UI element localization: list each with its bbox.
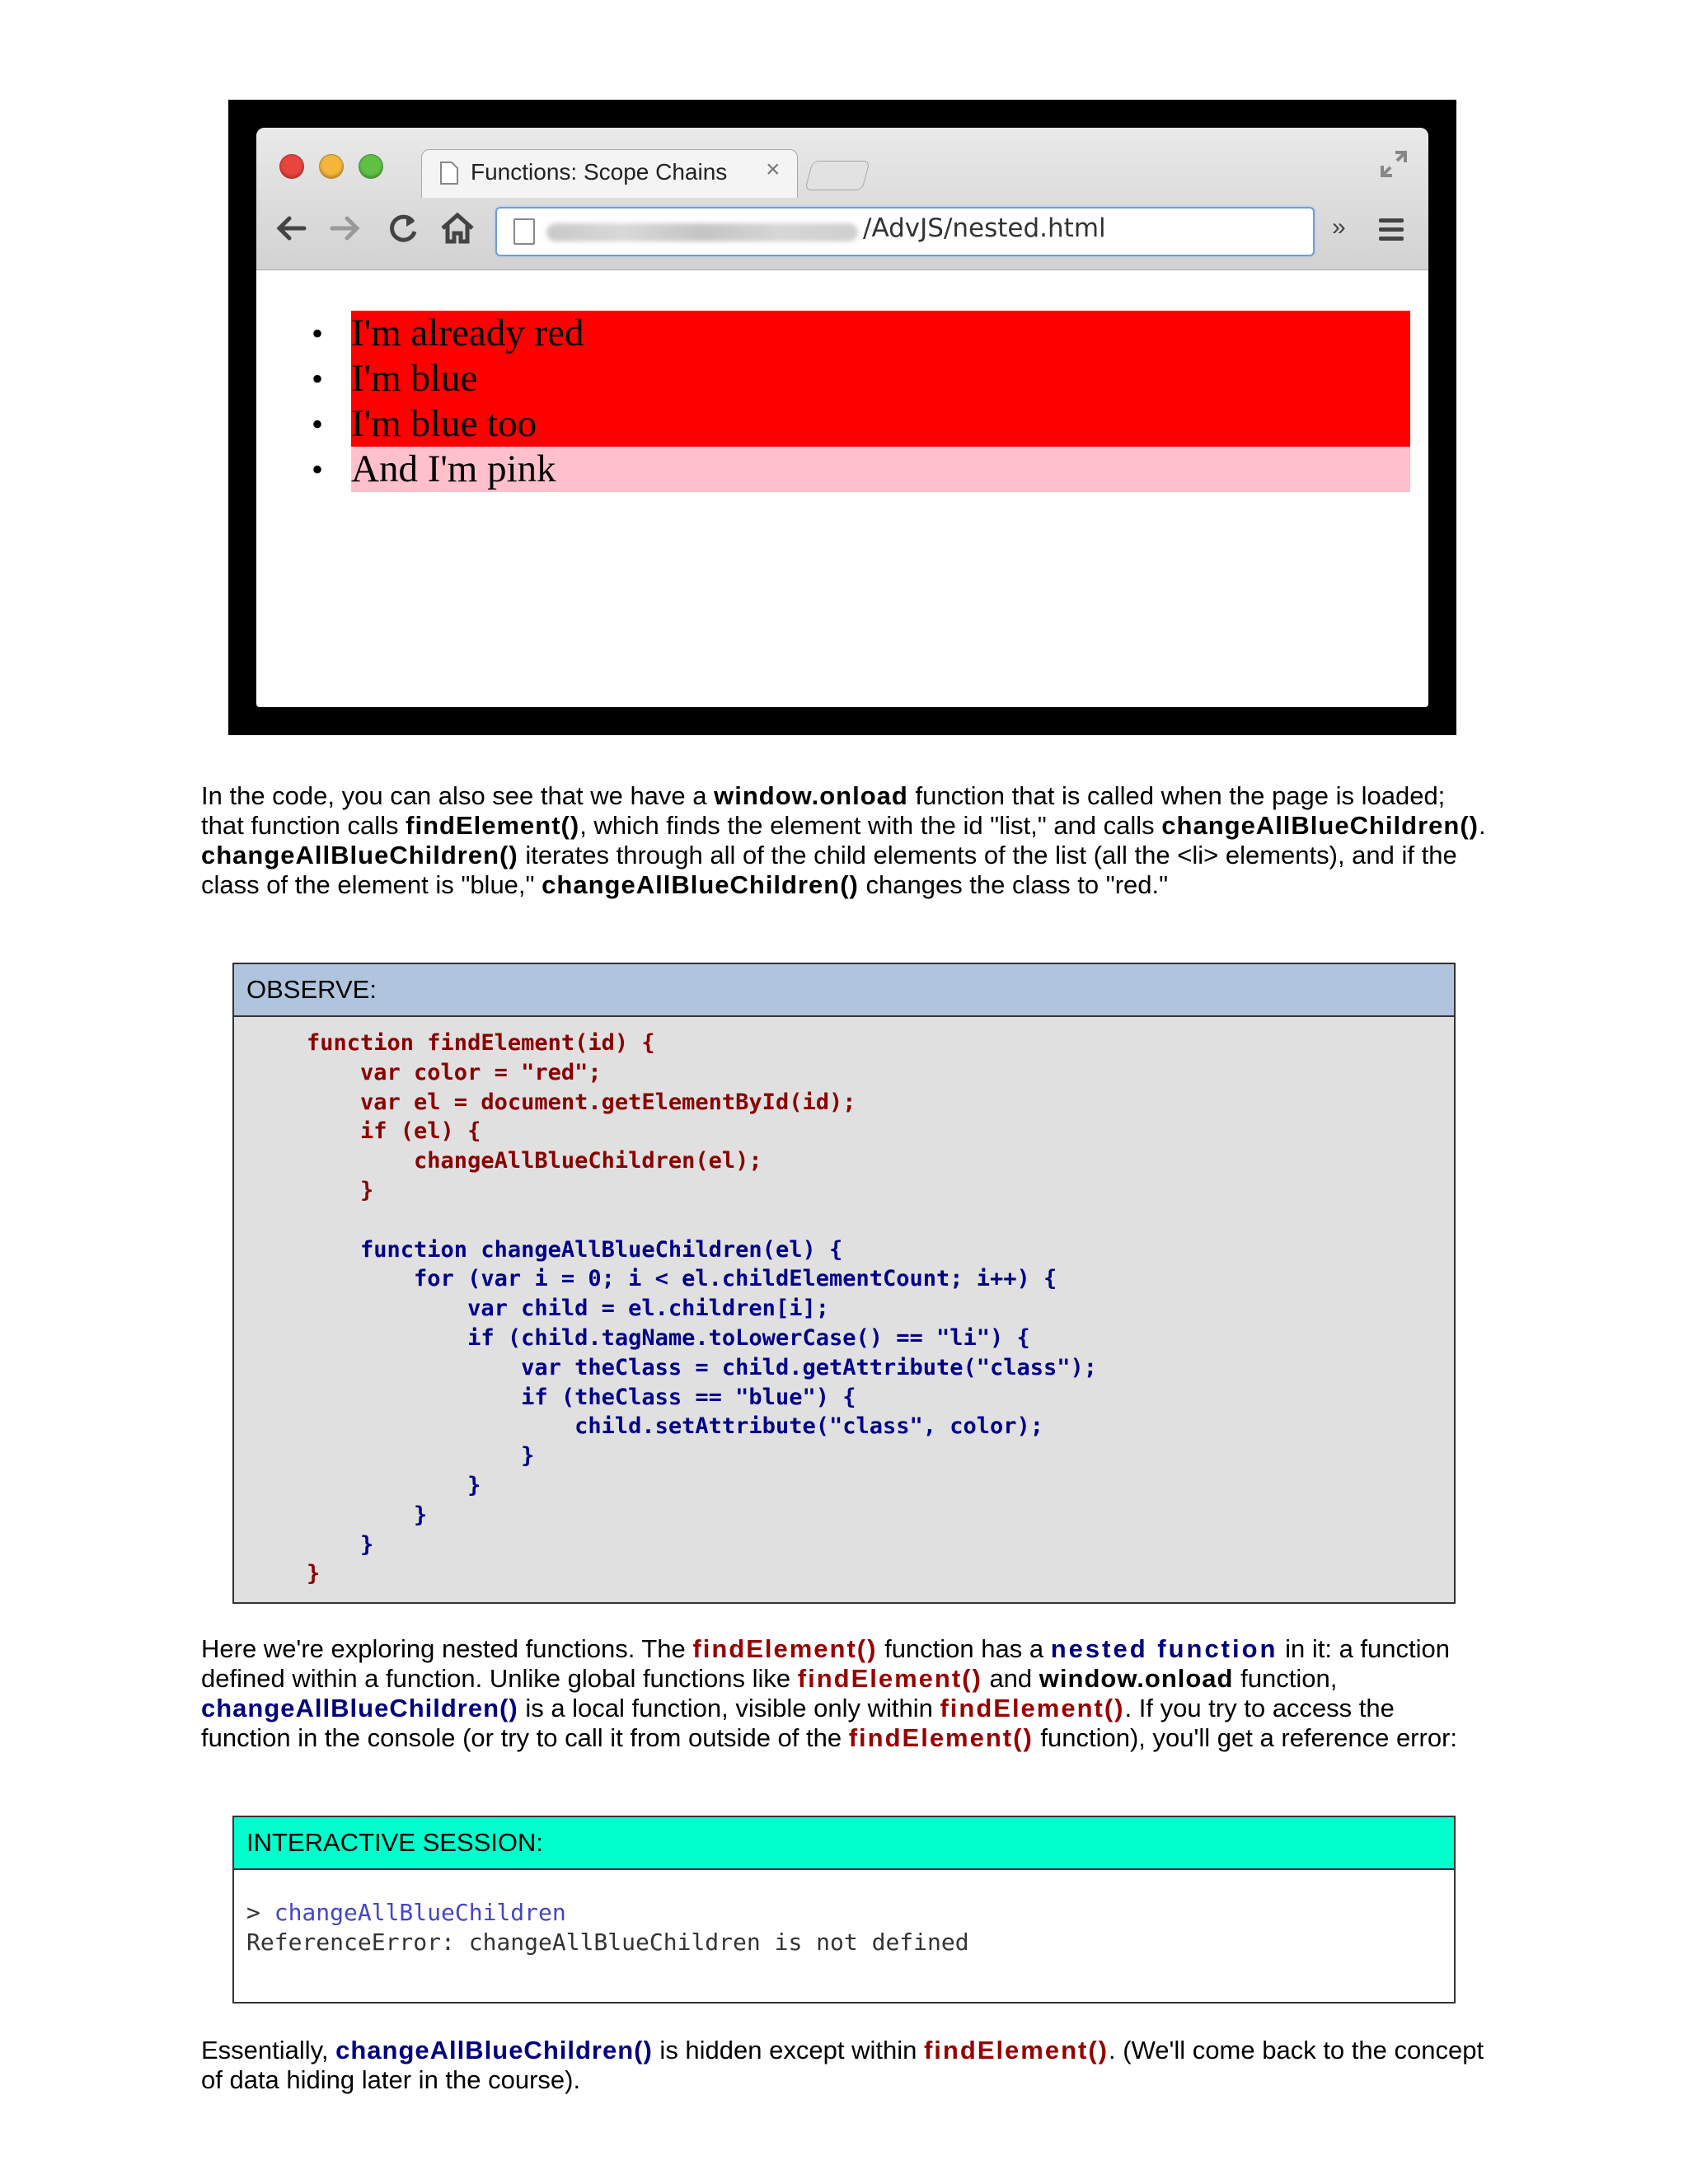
browser-toolbar: [256, 128, 1428, 270]
tab-title: Functions: Scope Chains: [471, 159, 728, 185]
code-nested-function: function changeAllBlueChildren(el) { for (var i = 0; i < el.childElementCount; i++) { var child = el.children[i]; if (child.tagName.toLowerCase() == "li") { var theClass = child.getAttribute("class"); if (theClass == "blue") { child.setAttribute("class", color); } } } }: [360, 1236, 1098, 1558]
zoom-window-button[interactable]: [359, 154, 383, 179]
list-item-text: I'm blue: [351, 357, 478, 400]
term: nested function: [1050, 1634, 1278, 1663]
list-item-text: I'm blue too: [351, 402, 537, 445]
home-icon[interactable]: [439, 210, 476, 246]
code-outer-function: function findElement(id) { var color = "red"; var el = document.getElementById(id); if (el) { changeAllBlueChildren(el); }: [307, 1030, 856, 1203]
page-icon: [439, 161, 459, 185]
inline-code: findElement(): [692, 1634, 878, 1663]
text: iterates through all of the child elements of the list (all the <li> elements), and if the class of the element is "blue,": [201, 841, 1457, 899]
text: .: [1478, 811, 1486, 840]
text: . (We'll come back to the concept of data hiding later in the course).: [201, 2036, 1484, 2094]
inline-code: changeAllBlueChildren(): [542, 870, 859, 899]
text: function,: [1233, 1664, 1338, 1693]
list-item: [312, 356, 1410, 401]
extensions-chevron-icon[interactable]: »: [1332, 213, 1346, 241]
inline-code: changeAllBlueChildren(): [335, 2036, 653, 2064]
bullet-icon: •: [312, 315, 324, 352]
reload-icon[interactable]: [385, 210, 421, 246]
inline-code: findElement(): [923, 2036, 1109, 2064]
text: is hidden except within: [652, 2036, 924, 2064]
inline-code: window.onload: [714, 781, 908, 810]
observe-box: [232, 963, 1456, 1604]
minimize-window-button[interactable]: [319, 154, 344, 179]
paragraph-intro: [201, 781, 1487, 900]
inline-code: changeAllBlueChildren(): [201, 841, 518, 869]
bullet-icon: •: [312, 451, 324, 488]
browser-window: [256, 128, 1428, 707]
inline-code: changeAllBlueChildren(): [201, 1694, 518, 1722]
inline-code: findElement(): [797, 1664, 982, 1693]
text: function), you'll get a reference error:: [1033, 1723, 1458, 1752]
tab-close-icon[interactable]: ×: [766, 156, 781, 183]
code-listing: [307, 1029, 1097, 1589]
inline-code: findElement(): [406, 811, 580, 840]
code-closing-brace: }: [307, 1561, 321, 1587]
text: Here we're exploring nested functions. The: [201, 1634, 693, 1663]
text: In the code, you can also see that we have a: [201, 781, 715, 810]
list-item: [312, 447, 1410, 492]
menu-icon[interactable]: [1379, 218, 1404, 246]
console-output: [246, 1898, 969, 1957]
list-item-text: I'm already red: [351, 312, 584, 354]
text: changes the class to "red.": [858, 870, 1169, 899]
list-item: [312, 401, 1410, 447]
text: and: [982, 1664, 1039, 1693]
interactive-session-box: [232, 1816, 1456, 2004]
observe-header: OBSERVE:: [234, 964, 1454, 1017]
blurred-domain: [546, 223, 858, 241]
text: is a local function, visible only within: [518, 1694, 940, 1722]
text: Essentially,: [201, 2036, 336, 2064]
text: , which finds the element with the id "list," and calls: [579, 811, 1162, 840]
console-error: ReferenceError: changeAllBlueChildren is not defined: [246, 1929, 969, 1956]
address-bar[interactable]: [495, 207, 1315, 256]
list-item-text: And I'm pink: [351, 448, 556, 490]
bullet-icon: •: [312, 360, 324, 397]
close-window-button[interactable]: [279, 154, 304, 179]
text: function has a: [877, 1634, 1051, 1663]
paragraph-conclusion: [201, 2036, 1487, 2095]
text: function that is called when the page is loaded; that function calls: [201, 781, 1446, 840]
session-header: INTERACTIVE SESSION:: [234, 1817, 1454, 1870]
inline-code: window.onload: [1039, 1664, 1234, 1693]
forward-icon[interactable]: [327, 210, 363, 246]
new-tab-button[interactable]: [804, 161, 870, 190]
console-prompt: >: [246, 1899, 274, 1926]
paragraph-nested-functions: [201, 1634, 1487, 1753]
text: . If you try to access the function in the console (or try to call it from outside of the: [201, 1694, 1395, 1752]
text: in it: a function defined within a function. Unlike global functions like: [201, 1634, 1451, 1693]
back-icon[interactable]: [273, 210, 309, 246]
inline-code: changeAllBlueChildren(): [1161, 811, 1479, 840]
page-icon: [513, 218, 535, 245]
inline-code: findElement(): [940, 1694, 1125, 1722]
rendered-list: [312, 311, 1410, 492]
console-command: changeAllBlueChildren: [274, 1899, 566, 1926]
inline-code: findElement(): [848, 1723, 1034, 1752]
bullet-icon: •: [312, 405, 324, 443]
url-path: /AdvJS/nested.html: [863, 213, 1106, 243]
list-item: [312, 311, 1410, 356]
fullscreen-icon[interactable]: [1377, 148, 1410, 180]
